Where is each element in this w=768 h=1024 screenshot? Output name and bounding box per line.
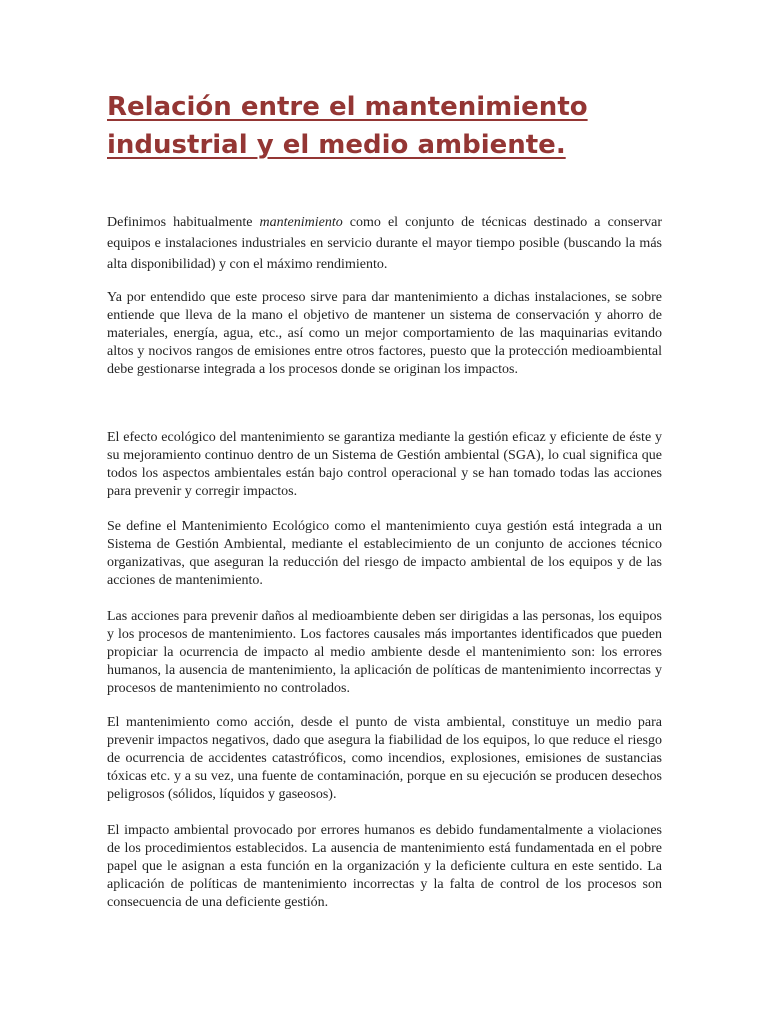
paragraph-ecological-maintenance: Se define el Mantenimiento Ecológico como el mantenimiento cuya gestión está integrada a un Sistema de Gestión Ambiental, mediante el establecimiento de un conjunto de acciones técnico organizativas, que aseguran la reducción del riesgo de impacto ambiental de los equipos y de las acciones de mantenimiento.	[107, 519, 662, 588]
emphasized-term: mantenimiento	[259, 215, 343, 230]
paragraph-definition-lead: Definimos habitualmente	[107, 215, 260, 230]
document-title: Relación entre el mantenimiento industrial y el medio ambiente.	[107, 92, 588, 160]
paragraph-maintenance-as-action: El mantenimiento como acción, desde el punto de vista ambiental, constituye un medio para prevenir impactos negativos, dado que asegura la fiabilidad de los equipos, lo que reduce el riesgo de ocurrencia de accidentes catastróficos, como incendios, explosiones, emisiones de sustancias tóxicas etc. y a su vez, una fuente de contaminación, porque en su ejecución se producen desechos peligrosos (sólidos, líquidos y gaseosos).	[107, 715, 662, 802]
paragraph-conservation: Ya por entendido que este proceso sirve para dar mantenimiento a dichas instalaciones, se sobre entiende que lleva de la mano el objetivo de mantener un sistema de conservación y ahorro de materiales, energía, agua, etc., así como un mejor comportamiento de las maquinarias evitando altos y nocivos rangos de emisiones entre otros factores, puesto que la protección medioambiental debe gestionarse integrada a los procesos donde se originan los impactos.	[107, 290, 662, 377]
paragraph-definition	[107, 212, 662, 275]
paragraph-ecological-effect: El efecto ecológico del mantenimiento se garantiza mediante la gestión eficaz y eficiente de éste y su mejoramiento continuo dentro de un Sistema de Gestión ambiental (SGA), lo cual significa que todos los aspectos ambientales están bajo control operacional y se han tomado todas las acciones para prevenir y corregir impactos.	[107, 430, 662, 499]
paragraph-preventive-actions: Las acciones para prevenir daños al medioambiente deben ser dirigidas a las personas, los equipos y los procesos de mantenimiento. Los factores causales más importantes identificados que pueden propiciar la ocurrencia de impacto al medio ambiente desde el mantenimiento son: los errores humanos, la ausencia de mantenimiento, la aplicación de políticas de mantenimiento incorrectas y procesos de mantenimiento no controlados.	[107, 609, 662, 696]
paragraph-definition-rest: como el conjunto de técnicas destinado a conservar equipos e instalaciones industriales en servicio durante el mayor tiempo posible (buscando la más alta disponibilidad) y con el máximo rendimiento.	[107, 215, 662, 272]
paragraph-human-errors: El impacto ambiental provocado por errores humanos es debido fundamentalmente a violaciones de los procedimientos establecidos. La ausencia de mantenimiento está fundamentada en el pobre papel que le asignan a esta función en la organización y la deficiente cultura en este sentido. La aplicación de políticas de mantenimiento incorrectas y la falta de control de los procesos son consecuencia de una deficiente gestión.	[107, 823, 662, 910]
